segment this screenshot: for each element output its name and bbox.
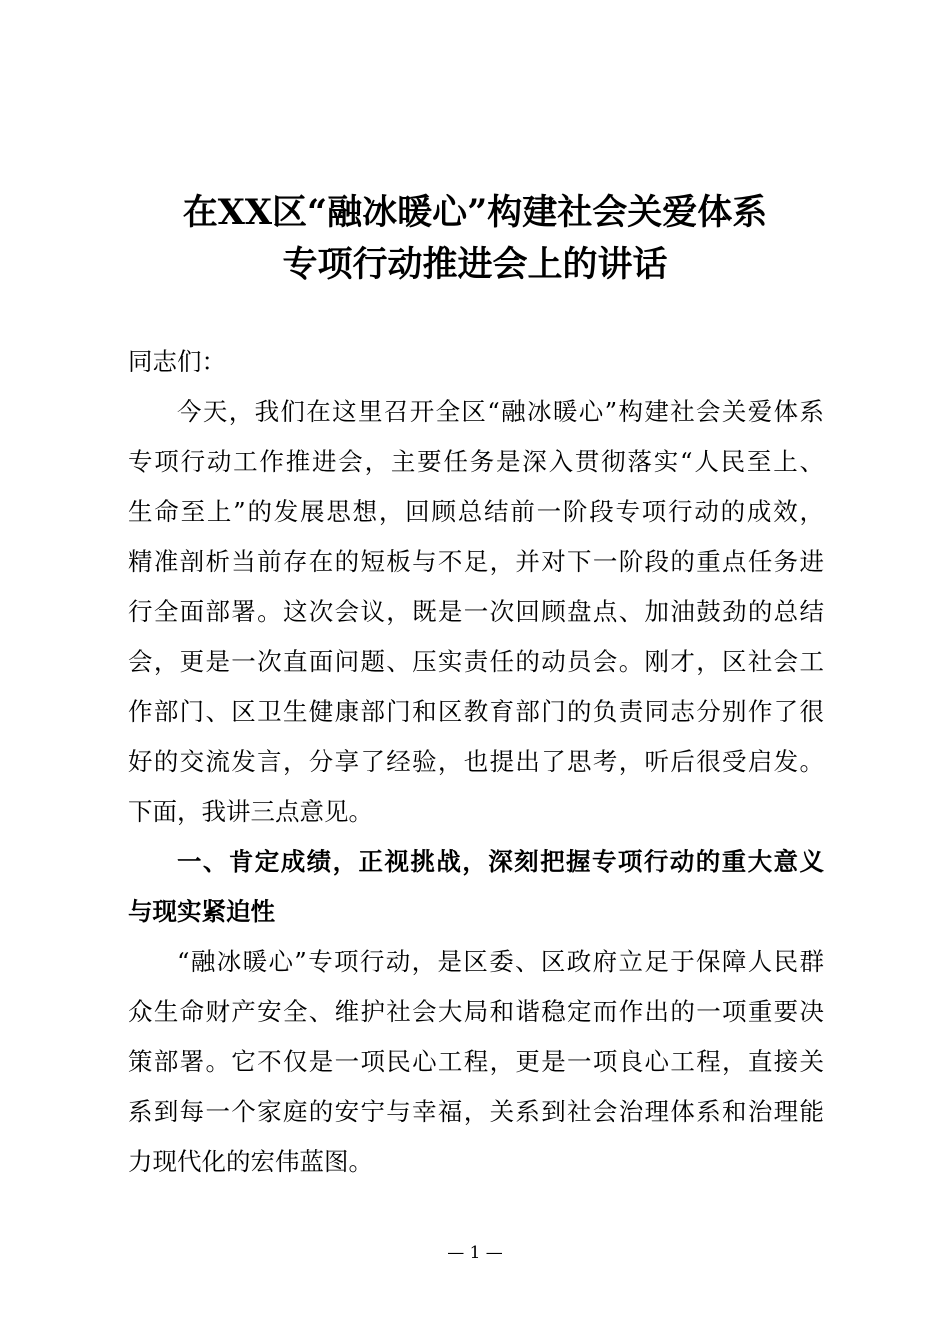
paragraph-line: 今天，我们在这里召开全区“融冰暖心”构建社会关爱体系 (177, 397, 824, 426)
section-heading-line: 与现实紧迫性 (128, 897, 275, 926)
paragraph-line: 力现代化的宏伟蓝图。 (128, 1147, 373, 1176)
paragraph-line: 策部署。它不仅是一项民心工程，更是一项良心工程，直接关 (128, 1047, 824, 1076)
paragraph-line: “融冰暖心”专项行动，是区委、区政府立足于保障人民群 (177, 947, 824, 976)
paragraph-line: 会，更是一次直面问题、压实责任的动员会。刚才，区社会工 (128, 647, 824, 676)
section-heading-line: 一、肯定成绩，正视挑战，深刻把握专项行动的重大意义 (177, 847, 824, 876)
paragraph-line: 行全面部署。这次会议，既是一次回顾盘点、加油鼓劲的总结 (128, 597, 824, 626)
paragraph-line: 精准剖析当前存在的短板与不足，并对下一阶段的重点任务进 (128, 547, 824, 576)
page-number: — 1 — (447, 1243, 503, 1263)
paragraph-line: 专项行动工作推进会，主要任务是深入贯彻落实“人民至上、 (128, 447, 824, 476)
paragraph-line: 下面，我讲三点意见。 (128, 797, 373, 826)
salutation: 同志们： (128, 347, 226, 376)
paragraph-line: 好的交流发言，分享了经验，也提出了思考，听后很受启发。 (128, 747, 824, 776)
paragraph-line: 众生命财产安全、维护社会大局和谐稳定而作出的一项重要决 (128, 997, 824, 1026)
document-title-line-1: 在XX区“融冰暖心”构建社会关爱体系 (182, 192, 768, 233)
paragraph-line: 系到每一个家庭的安宁与幸福，关系到社会治理体系和治理能 (128, 1097, 824, 1126)
document-body (128, 337, 824, 1187)
paragraph-line: 生命至上”的发展思想，回顾总结前一阶段专项行动的成效， (128, 497, 824, 526)
document-title-line-2: 专项行动推进会上的讲话 (282, 244, 668, 285)
paragraph-line: 作部门、区卫生健康部门和区教育部门的负责同志分别作了很 (128, 697, 824, 726)
